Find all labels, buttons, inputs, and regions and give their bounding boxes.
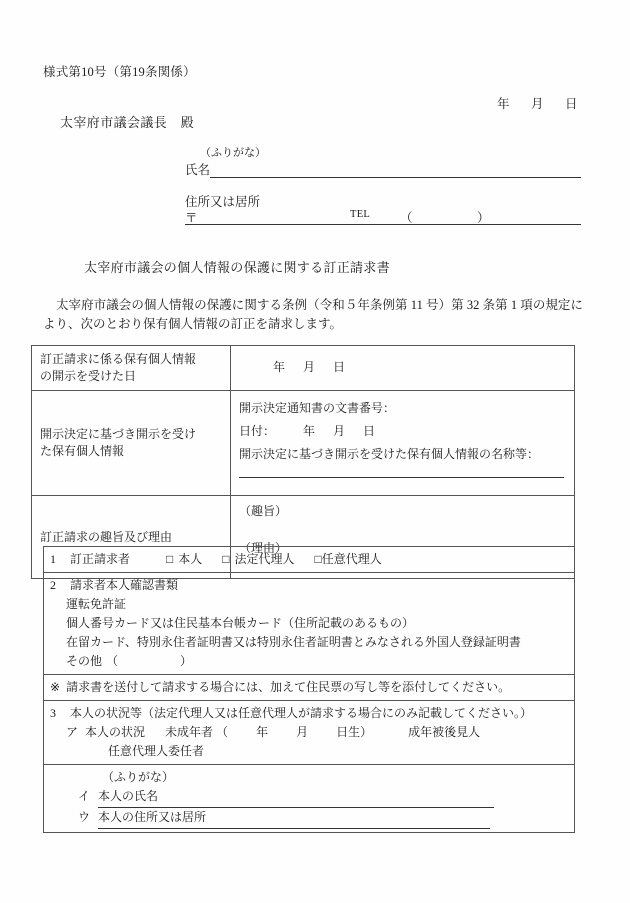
reason-label: （理由） — [239, 541, 288, 555]
section2-title-line — [50, 576, 568, 595]
cell-label-disclosure-date — [32, 346, 231, 391]
address-label: 住所又は居所 — [185, 195, 261, 209]
year-label: 年 — [273, 360, 286, 374]
checkbox-nini-dairinin[interactable]: □ — [314, 552, 322, 566]
purport-label: （趣旨） — [239, 504, 288, 518]
cell-section3 — [44, 701, 575, 765]
section3-item-a-opt3[interactable] — [50, 742, 568, 761]
label-voluntary-agent: 任意代理人委任者 — [108, 744, 205, 758]
table-row-disclosure-date — [32, 346, 575, 391]
year-label: 年 — [303, 424, 316, 438]
item-i-input-line[interactable] — [158, 792, 494, 808]
addressee: 太宰府市議会議長 殿 — [60, 115, 195, 130]
applicant-verification-table — [43, 546, 575, 833]
item-i-mark: イ — [78, 789, 91, 803]
disclosure-info-table — [31, 345, 575, 579]
section2-item-other[interactable] — [50, 652, 568, 671]
checkbox-houtei-dairinin[interactable]: □ — [222, 552, 230, 566]
form-number: 様式第10号（第19条関係） — [43, 65, 196, 79]
document-title: 太宰府市議会の個人情報の保護に関する訂正請求書 — [84, 260, 390, 275]
info-name-label: 開示決定に基づき開示を受けた保有個人情報の名称等： — [239, 447, 540, 461]
table-row-section3 — [44, 701, 575, 765]
tel-paren-close: ） — [477, 211, 490, 225]
day-label: 日 — [333, 360, 346, 374]
tel-label: TEL — [350, 209, 371, 220]
birth-paren-open: （ — [216, 725, 229, 739]
label-line-2: た保有個人情報 — [40, 444, 125, 458]
month-label: 月 — [333, 424, 346, 438]
section3-number: 3 — [50, 706, 56, 720]
section1-number: 1 — [50, 552, 56, 566]
other-paren-close: ） — [180, 654, 193, 668]
name-input-line[interactable] — [210, 177, 581, 178]
cell-section2 — [44, 573, 575, 675]
section3-title: 本人の状況等（法定代理人又は任意代理人が請求する場合にのみ記載してください。） — [70, 706, 533, 720]
birth-day-label: 日生） — [336, 725, 373, 739]
name-label: 氏名 — [185, 163, 211, 177]
cell-value-disclosure-decision[interactable] — [231, 391, 575, 496]
section3-item-i[interactable] — [50, 787, 568, 808]
label-minor: 未成年者 — [165, 725, 214, 739]
label-drivers-license: 運転免許証 — [66, 597, 127, 611]
item-u-label: 本人の住所又は居所 — [98, 808, 206, 829]
label-mynumber-card: 個人番号カード又は住民基本台帳カード（住所記載のあるもの） — [66, 616, 415, 630]
birth-year-label: 年 — [256, 725, 269, 739]
table-row-section2 — [44, 573, 575, 675]
section2-item-3[interactable] — [50, 633, 568, 652]
label-adult-ward: 成年被後見人 — [408, 725, 481, 739]
note-text: 請求書を送付して請求する場合には、加えて住民票の写し等を添付してください。 — [66, 680, 511, 694]
label-line-1: 訂正請求に係る保有個人情報 — [40, 352, 197, 366]
section2-number: 2 — [50, 578, 56, 592]
section2-title: 請求者本人確認書類 — [70, 578, 179, 592]
item-a-mark: ア — [66, 725, 79, 739]
cell-note — [44, 675, 575, 701]
item-a-label: 本人の状況 — [85, 725, 146, 739]
cell-label-request-reason: 訂正請求の趣旨及び理由 — [32, 496, 231, 579]
info-name-input-line[interactable] — [239, 477, 564, 478]
label-other: その他 — [66, 654, 103, 668]
address-input-line[interactable] — [185, 224, 581, 225]
date-month-label: 月 — [531, 97, 544, 111]
postal-code-mark: 〒 — [185, 211, 198, 225]
intro-paragraph: 太宰府市議会の個人情報の保護に関する条例（令和５年条例第 11 号）第 32 条第 1 項の規定により、次のとおり保有個人情報の訂正を請求します。 — [43, 298, 583, 331]
tel-paren-open: （ — [400, 211, 413, 225]
note-mark-icon: ※ — [50, 680, 61, 694]
decision-date-row[interactable] — [239, 423, 566, 440]
note-line — [50, 678, 568, 697]
furigana-label: （ふりがな） — [200, 147, 266, 159]
date-day-label: 日 — [565, 97, 578, 111]
cell-label-disclosure-decision — [32, 391, 231, 496]
date-year-label: 年 — [497, 97, 510, 111]
other-paren-open: （ — [106, 654, 119, 668]
section2-item-2[interactable] — [50, 614, 568, 633]
cell-value-disclosure-date[interactable] — [231, 346, 575, 391]
label-line-1: 開示決定に基づき開示を受け — [40, 427, 197, 441]
option-houtei-dairinin: 法定代理人 — [234, 552, 295, 566]
document-number-label: 開示決定通知書の文書番号： — [239, 401, 396, 415]
section2-item-1[interactable] — [50, 595, 568, 614]
month-label: 月 — [303, 360, 316, 374]
cell-section1 — [44, 547, 575, 573]
table-row-section1 — [44, 547, 575, 573]
item-u-mark: ウ — [78, 810, 91, 824]
birth-month-label: 月 — [296, 725, 309, 739]
section3-title-line — [50, 704, 568, 723]
option-honnin: 本人 — [178, 552, 203, 566]
section1-line[interactable] — [50, 550, 568, 569]
table-row-disclosure-decision — [32, 391, 575, 496]
item-u-input-line[interactable] — [206, 813, 490, 829]
date-fields[interactable] — [239, 351, 566, 376]
option-nini-dairinin: 任意代理人 — [321, 552, 382, 566]
label-residence-card: 在留カード、特別永住者証明書又は特別永住者証明書とみなされる外国人登録証明書 — [66, 635, 521, 649]
date-prefix-label: 日付： — [239, 424, 276, 438]
section1-title: 訂正請求者 — [70, 552, 131, 566]
section3-furigana: （ふりがな） — [102, 770, 175, 784]
label-line-2: の開示を受けた日 — [40, 369, 137, 383]
checkbox-honnin[interactable]: □ — [166, 552, 174, 566]
item-i-label: 本人の氏名 — [98, 787, 158, 808]
day-label: 日 — [363, 424, 376, 438]
section3-item-a[interactable] — [50, 723, 568, 742]
table-row-section3-name — [44, 765, 575, 833]
table-row-note — [44, 675, 575, 701]
date-line — [497, 94, 578, 112]
cell-section3-name — [44, 765, 575, 833]
section3-item-u[interactable] — [50, 808, 568, 829]
